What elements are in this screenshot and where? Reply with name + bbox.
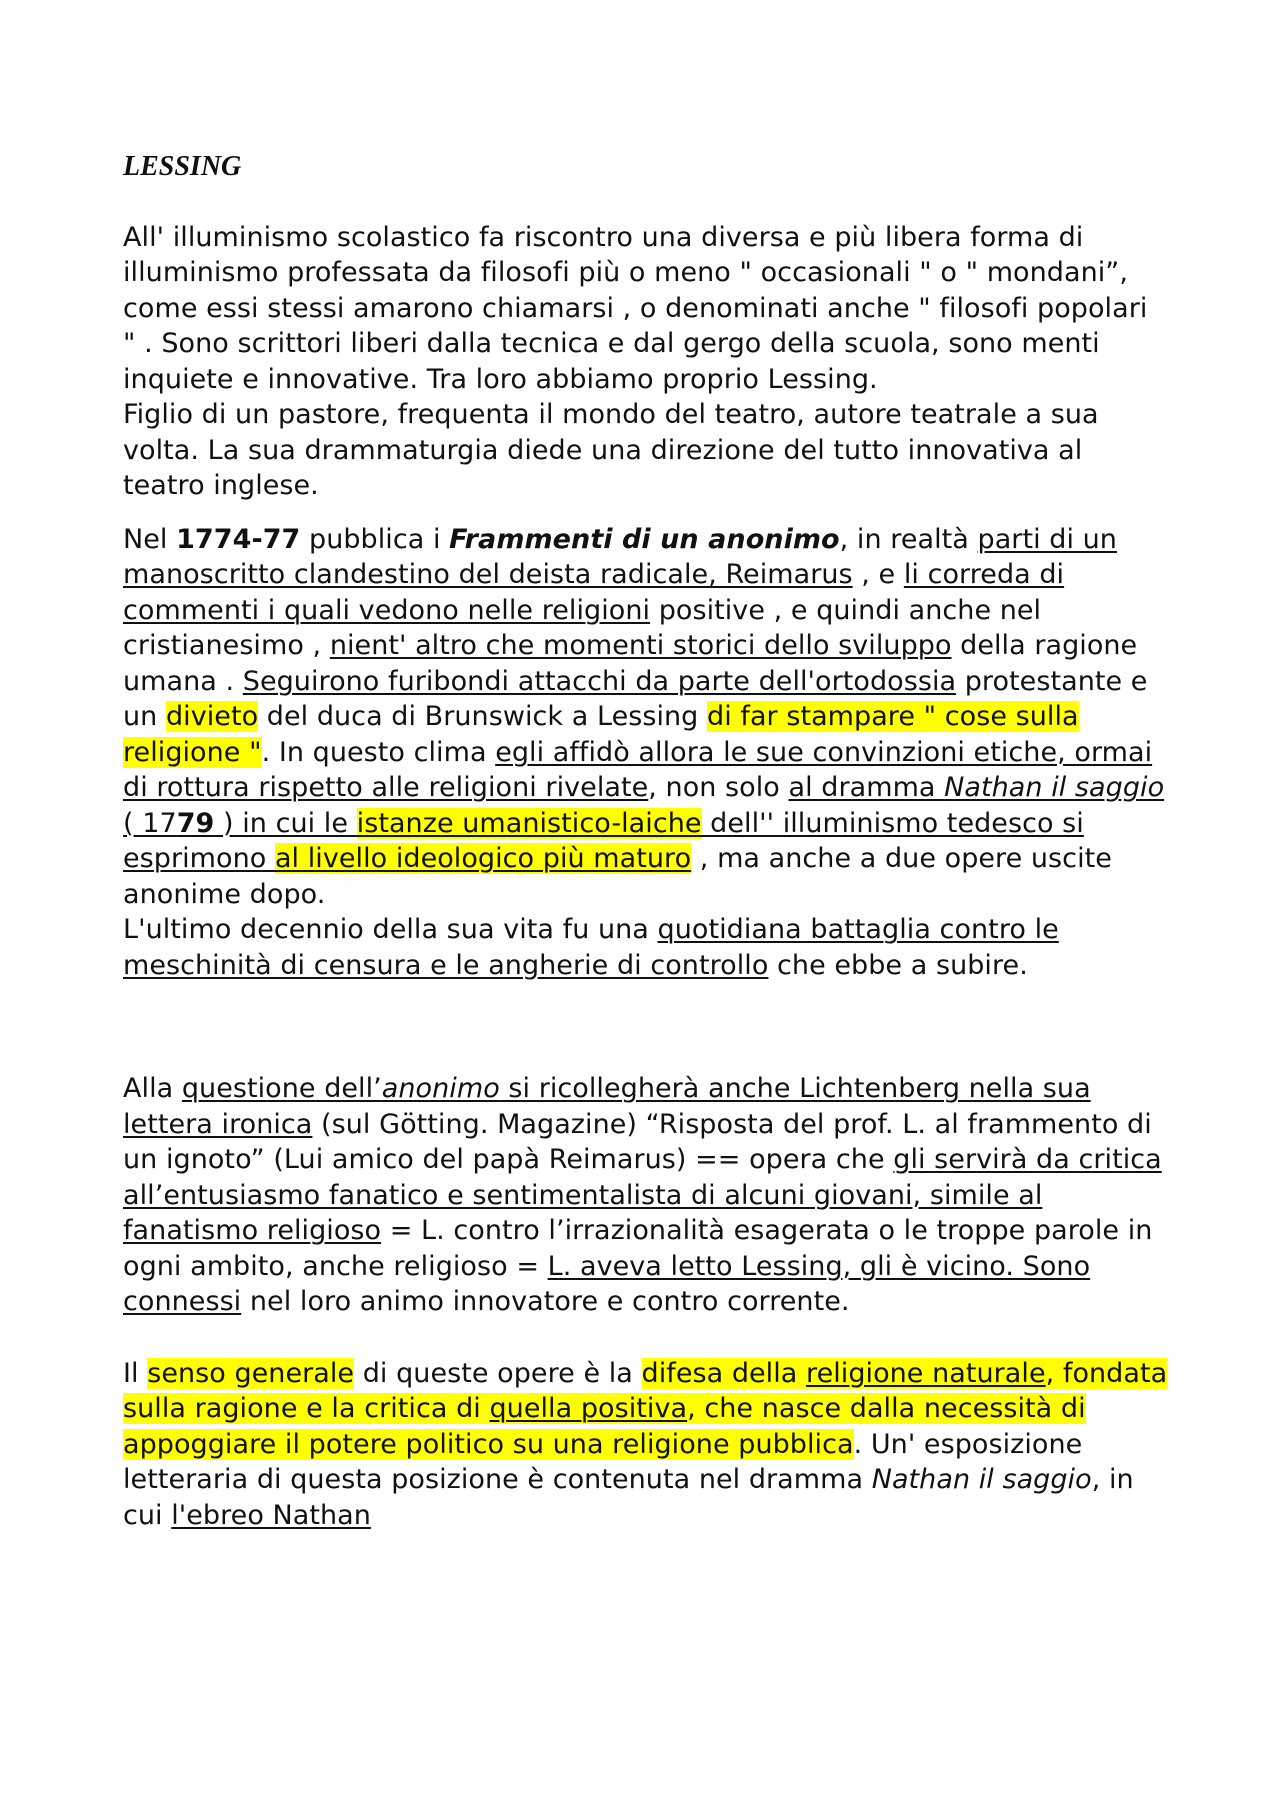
italic-title: Nathan il saggio: [944, 772, 1165, 804]
bold-digits: 79: [176, 807, 215, 839]
italic-title: Nathan il saggio: [871, 1464, 1092, 1496]
text-run: si ricollegherà anche Lichtenberg nella sua lettera ironica: [123, 1073, 1091, 1140]
underlined-text: L. aveva letto Lessing, gli è vicino. Sono connessi: [123, 1250, 1091, 1318]
text-run: pubblica i: [300, 523, 450, 555]
paragraph-senso-generale: [123, 1356, 1168, 1534]
highlighted-text: di far stampare " cose sulla religione ": [123, 701, 1079, 768]
paragraph-intro: All' illuminismo scolastico fa riscontro una diversa e più libera forma di illuminismo professata da filosofi più o meno " occasionali " o " mondani”, come essi stessi amarono chiamarsi , o denominati anche " filosofi popolari " . Sono scrittori liberi dalla tecnica e dal gergo della scuola, sono menti inquiete e innovative. Tra loro abbiamo proprio Lessing.: [123, 221, 1148, 395]
underlined-text: parti di un manoscritto clandestino del deista radicale, Reimarus: [123, 523, 1117, 591]
highlighted-text: al livello ideologico più maturo: [274, 843, 692, 875]
underlined-text: religione naturale: [806, 1357, 1046, 1389]
underlined-text: gli servirà da critica all’entusiasmo fanatico e sentimentalista di alcuni giovani, simile al fanatismo religioso: [123, 1144, 1162, 1247]
italic-word: anonimo: [381, 1073, 500, 1105]
text-run: , ma anche a due opere uscite anonime dopo.: [123, 843, 1112, 910]
text-run: della ragione umana .: [123, 630, 1138, 697]
text-run: , e: [852, 559, 904, 591]
text-run: . Un' esposizione letteraria di questa posizione è contenuta nel dramma: [123, 1428, 1083, 1496]
underlined-text: quella positiva: [489, 1393, 688, 1425]
underlined-text: Seguirono furibondi attacchi da parte dell'ortodossia: [242, 665, 957, 697]
text-run: difesa della: [641, 1357, 807, 1389]
text-run: ( 17: [123, 807, 177, 839]
highlighted-text: istanze umanistico-laiche: [356, 807, 702, 839]
paragraph-biography: Figlio di un pastore, frequenta il mondo del teatro, autore teatrale a sua volta. La sua drammaturgia diede una direzione del tutto innovativa al teatro inglese.: [123, 399, 1099, 502]
text-run: (sul Götting. Magazine) “Risposta del prof. L. al frammento di un ignoto” (Lui amico del papà Reimarus) == opera che: [123, 1108, 1152, 1176]
highlighted-text: senso generale: [147, 1357, 355, 1389]
paragraph-last-decade: [123, 912, 1168, 983]
document-title: LESSING: [123, 151, 242, 182]
text-run: positive , e quindi anche nel cristianesimo ,: [123, 594, 1042, 662]
text-run: dell'' illuminismo tedesco si esprimono: [123, 807, 1084, 875]
underlined-text: quotidiana battaglia contro le meschinità di censura e le angherie di controllo: [123, 914, 1059, 981]
text-run: Alla: [123, 1073, 182, 1105]
underlined-text: nient' altro che momenti storici dello sviluppo: [329, 630, 952, 662]
text-run: ) in cui le: [214, 807, 357, 839]
text-run: = L. contro l’irrazionalità esagerata o le troppe parole in ogni ambito, anche religioso =: [123, 1215, 1153, 1282]
text-run: Il: [123, 1357, 148, 1389]
text-run: L'ultimo decennio della sua vita fu una: [123, 914, 658, 946]
paragraph-frammenti: [123, 522, 1168, 913]
document-page: [123, 150, 1168, 1533]
text-run: che ebbe a subire.: [768, 949, 1028, 981]
text-run: questione dell’: [181, 1073, 382, 1105]
text-run: Nel: [123, 523, 177, 555]
text-run: di queste opere è la: [354, 1357, 642, 1389]
text-run: del duca di Brunswick a Lessing: [258, 701, 708, 733]
text-run: , non solo: [648, 772, 789, 804]
text-run: . In questo clima: [261, 736, 496, 768]
text-run: protestante e un: [123, 665, 1148, 733]
bold-years: 1774-77: [176, 523, 301, 555]
underlined-text: li correda di commenti i quali vedono nelle religioni: [123, 559, 1065, 626]
text-run: , in realtà: [839, 523, 978, 555]
text-run: , in cui: [123, 1464, 1134, 1531]
text-run: , fondata sulla ragione e la critica di: [123, 1357, 1168, 1425]
text-run: , che nasce dalla necessità di appoggiare il potere politico su una religione pubblica: [123, 1393, 1086, 1460]
underlined-text: l'ebreo Nathan: [171, 1499, 371, 1531]
highlighted-text: divieto: [165, 701, 259, 733]
bold-italic-title: Frammenti di un anonimo: [449, 523, 840, 555]
text-run: al dramma: [788, 772, 945, 804]
paragraph-lichtenberg: [123, 1071, 1168, 1320]
text-run: nel loro animo innovatore e contro corrente.: [241, 1286, 850, 1318]
underlined-text: egli affidò allora le sue convinzioni etiche, ormai di rottura rispetto alle religioni rivelate: [123, 736, 1153, 804]
